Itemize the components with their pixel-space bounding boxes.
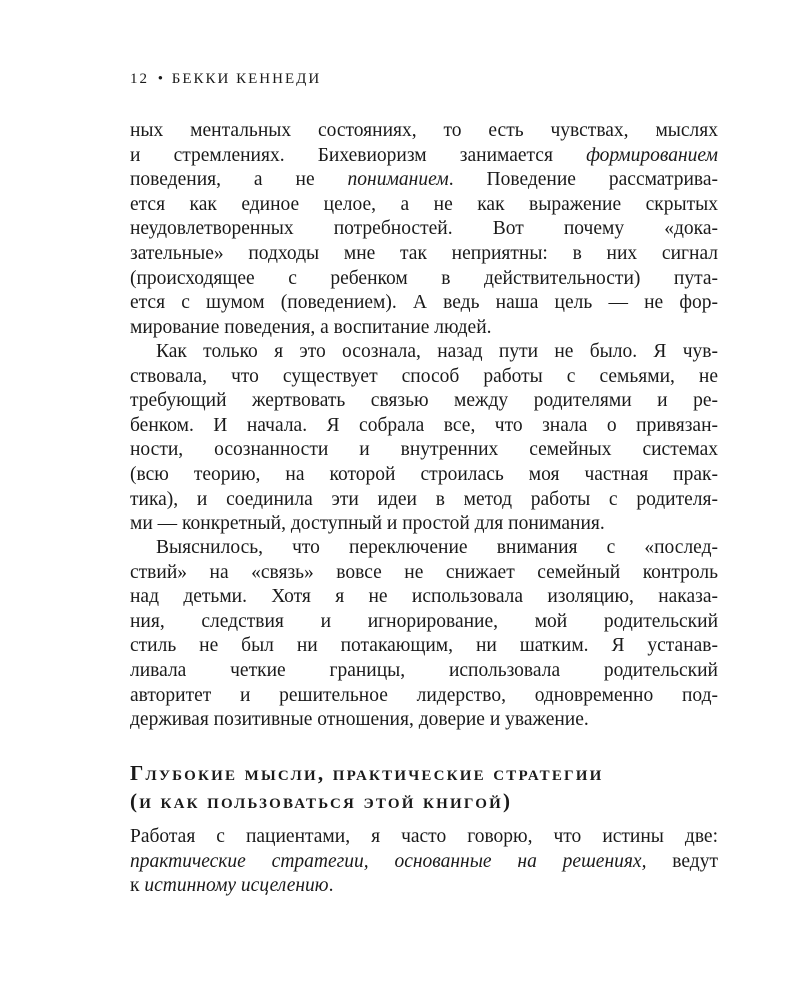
running-header [130,71,321,88]
text-line: тика), и соединила эти идеи в метод работы с родителя- [130,488,718,510]
running-title: БЕККИ КЕННЕДИ [171,71,322,87]
text-line: стиль не был ни потакающим, ни шатким. Я устанав- [130,635,718,657]
text-line: ствовала, что существует способ работы с семьями, не [130,365,718,387]
text-line: зательные» подходы мне так неприятны: в них сигнал [130,242,718,264]
text-line: бенком. И начала. Я собрала все, что знала о привязан- [130,414,718,436]
text-line: ния, следствия и игнорирование, мой родительский [130,610,718,632]
text-line: ных ментальных состояниях, то есть чувствах, мыслях [130,120,718,141]
text-line: поведения, а не пониманием. Поведение рассматрива- [130,169,719,191]
text-line: Работая с пациентами, я часто говорю, что истины две: [130,826,718,847]
emphasis: формированием [586,144,718,166]
text-line: ности, осознанности и внутренних семейных системах [130,439,718,461]
text-line: Выяснилось, что переключение внимания с «послед- [156,537,718,558]
text-line: практические стратегии, основанные на решениях, ведут [130,850,718,872]
paragraph-behaviorism [130,119,718,340]
text-line: ствий» на «связь» вовсе не снижает семейный контроль [130,561,718,583]
text-line: и стремлениях. Бихевиоризм занимается формированием [130,144,718,166]
emphasis: практические стратегии, основанные на решениях, [130,850,647,872]
text-line: Как только я это осознала, назад пути не было. Я чув- [156,341,718,362]
section-heading-line: Глубокие мысли, практические стратегии [130,761,604,785]
emphasis: пониманием [347,169,449,191]
section-heading-line: (и как пользоваться этой книгой) [130,789,513,813]
paragraph-connection [130,536,718,733]
paragraph-realization [130,340,718,537]
text-line: неудовлетворенных потребностей. Вот почему «дока- [130,218,718,240]
page-number: 12 [130,71,149,87]
text-line: мирование поведения, а воспитание людей. [130,316,492,338]
text-line: ливала четкие границы, использовала родительский [130,659,718,681]
text-line: держивая позитивные отношения, доверие и уважение. [130,709,589,731]
text-line: требующий жертвовать связью между родителями и ре- [130,390,718,412]
text-line: к истинному исцелению. [130,875,334,897]
text-line: ется с шумом (поведением). А ведь наша цель — не фор- [130,292,718,314]
emphasis: истинному исцелению [144,875,329,897]
text-line: ется как единое целое, а не как выражение скрытых [130,193,718,215]
text-line: (происходящее с ребенком в действительности) пута- [130,267,718,289]
section-heading [130,759,718,815]
text-line: ми — конкретный, доступный и простой для понимания. [130,513,605,535]
text-line: над детьми. Хотя я не использовала изоляцию, наказа- [130,586,718,608]
paragraph-two-truths [130,825,718,899]
text-line: (всю теорию, на которой строилась моя частная прак- [130,463,718,485]
header-separator: • [157,71,164,87]
text-line: авторитет и решительное лидерство, одновременно под- [130,684,718,706]
